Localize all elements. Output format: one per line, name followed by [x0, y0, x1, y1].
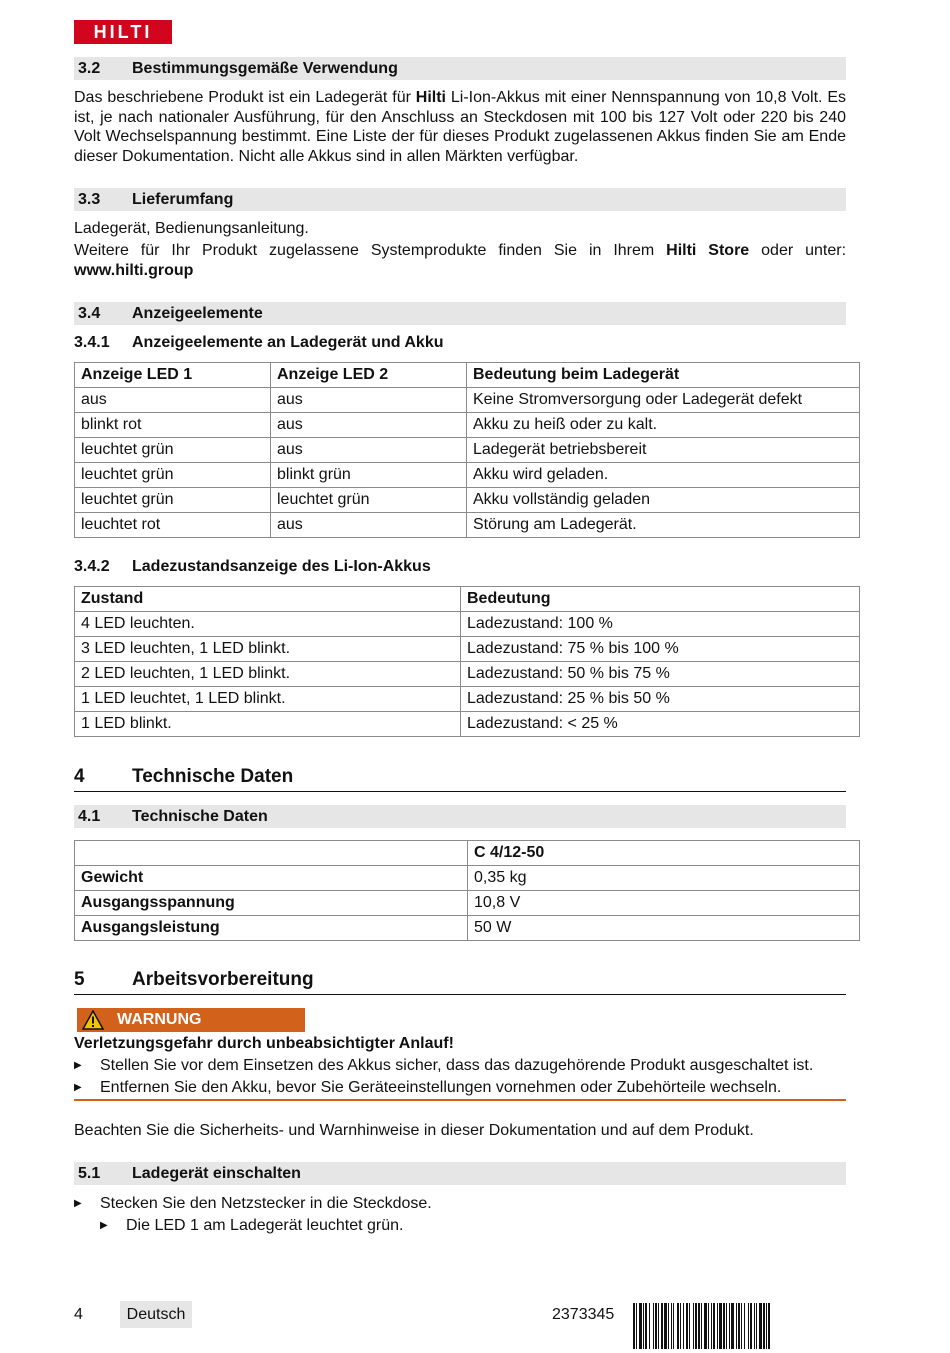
section-title: Lieferumfang [132, 191, 234, 208]
section-title: Technische Daten [132, 808, 268, 825]
delivery-scope-line: Ladegerät, Bedienungsanleitung. [74, 220, 309, 237]
brand-name: Hilti [415, 89, 446, 106]
section-5-1-heading [74, 1162, 846, 1185]
barcode-icon [633, 1303, 845, 1349]
hilti-logo [74, 20, 172, 44]
website-link[interactable]: www.hilti.group [74, 261, 194, 279]
section-3-4-heading [74, 302, 846, 325]
column-header: Zustand [75, 587, 461, 612]
chapter-number: 4 [74, 766, 85, 787]
technical-data-table [74, 840, 860, 941]
intended-use-paragraph: Das beschriebene Produkt ist ein Ladegerät für Hilti Li-Ion-Akkus mit einer Nennspannung von 10,8 Volt. Es ist, je nach nationaler Ausführung, für den Anschluss an Steckdosen mit 100 bis 127 Volt oder 220 bis 240 Volt Wechselspannung bestimmt. Eine Liste der für dieses Produkt zugelassenen Akkus finden Sie am Ende dieser Dokumentation. Nicht alle Akkus sind in allen Märkten verfügbar. [74, 89, 846, 165]
table-header-row [75, 587, 860, 612]
section-3-3-heading [74, 188, 846, 211]
table-row: aus aus Keine Stromversorgung oder Ladegerät defekt [75, 388, 860, 413]
section-title: Bestimmungsgemäße Verwendung [132, 60, 398, 77]
svg-text:HILTI: HILTI [93, 22, 153, 42]
column-header: Anzeige LED 2 [271, 363, 467, 388]
section-title: Ladezustandsanzeige des Li-Ion-Akkus [132, 558, 431, 575]
table-row: 4 LED leuchten. Ladezustand: 100 % [75, 612, 860, 637]
column-header: Bedeutung [461, 587, 860, 612]
arrow-icon: ▶ [74, 1060, 82, 1071]
arrow-icon: ▶ [74, 1198, 82, 1209]
section-number: 3.4 [78, 305, 101, 322]
section-4-1-heading [74, 805, 846, 828]
chapter-4-heading [74, 765, 846, 792]
chapter-title: Technische Daten [132, 766, 294, 787]
section-number: 3.2 [78, 60, 101, 77]
section-title: Anzeigeelemente [132, 305, 263, 322]
charge-state-table [74, 586, 860, 737]
safety-note: Beachten Sie die Sicherheits- und Warnhinweise in dieser Dokumentation und auf dem Produkt. [74, 1122, 754, 1139]
chapter-title: Arbeitsvorbereitung [132, 969, 314, 990]
table-row: 2 LED leuchten, 1 LED blinkt. Ladezustand: 50 % bis 75 % [75, 662, 860, 687]
warning-headline: Verletzungsgefahr durch unbeabsichtigter Anlauf! [74, 1035, 454, 1052]
section-number: 4.1 [78, 808, 101, 825]
section-number: 3.4.1 [74, 334, 110, 351]
table-row: leuchtet rot aus Störung am Ladegerät. [75, 513, 860, 538]
system-products-paragraph: Weitere für Ihr Produkt zugelassene Systemprodukte finden Sie in Ihrem Hilti Store oder unter: www.hilti.group [74, 242, 847, 279]
document-code: 2373345 [552, 1306, 615, 1323]
table-row: leuchtet grün aus Ladegerät betriebsbereit [75, 438, 860, 463]
table-row: Ausgangsleistung 50 W [75, 916, 860, 941]
section-number: 3.3 [78, 191, 101, 208]
warning-text: WARNUNG [117, 1011, 202, 1028]
model-header: C 4/12-50 [468, 841, 860, 866]
chapter-number: 5 [74, 969, 85, 990]
section-3-2-heading [74, 57, 846, 80]
table-row: blinkt rot aus Akku zu heiß oder zu kalt. [75, 413, 860, 438]
warning-divider [74, 1099, 846, 1101]
section-title: Anzeigeelemente an Ladegerät und Akku [132, 334, 444, 351]
arrow-icon: ▶ [74, 1082, 82, 1093]
section-number: 5.1 [78, 1165, 101, 1182]
column-header: Bedeutung beim Ladegerät [467, 363, 860, 388]
table-header-row [75, 841, 860, 866]
table-row: 1 LED leuchtet, 1 LED blinkt. Ladezustand: 25 % bis 50 % [75, 687, 860, 712]
column-header: Anzeige LED 1 [75, 363, 271, 388]
language-tag: Deutsch [120, 1301, 192, 1328]
table-row: 3 LED leuchten, 1 LED blinkt. Ladezustand: 75 % bis 100 % [75, 637, 860, 662]
arrow-icon: ▶ [100, 1220, 108, 1231]
table-header-row [75, 363, 860, 388]
section-title: Ladegerät einschalten [132, 1165, 301, 1182]
table-row: Ausgangsspannung 10,8 V [75, 891, 860, 916]
table-row: Gewicht 0,35 kg [75, 866, 860, 891]
section-number: 3.4.2 [74, 558, 110, 575]
led-indicator-table [74, 362, 860, 538]
table-row: leuchtet grün leuchtet grün Akku vollständig geladen [75, 488, 860, 513]
page-number: 4 [74, 1306, 83, 1323]
chapter-5-heading [74, 968, 846, 995]
table-row: leuchtet grün blinkt grün Akku wird geladen. [75, 463, 860, 488]
table-row: 1 LED blinkt. Ladezustand: < 25 % [75, 712, 860, 737]
warning-triangle-icon [82, 1010, 104, 1030]
warning-label [77, 1008, 305, 1032]
